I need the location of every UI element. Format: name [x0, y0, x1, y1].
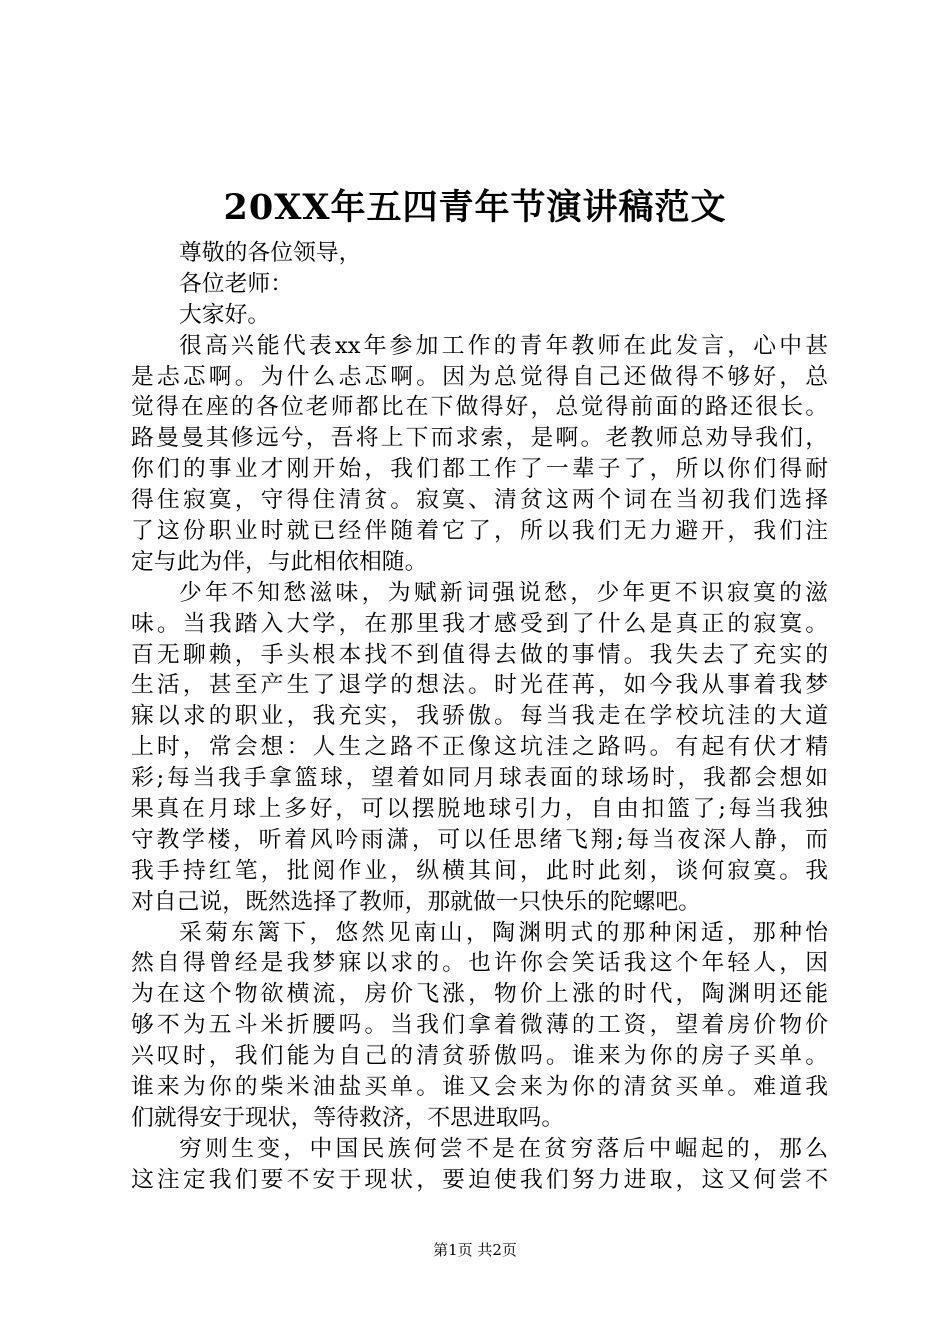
paragraph-line: 了这份职业时就已经伴随着它了，所以我们无力避开，我们注 — [131, 518, 828, 545]
paragraph-line: 少年不知愁滋味，为赋新词强说愁，少年更不识寂寞的滋 — [179, 579, 828, 606]
paragraph-line: 然自得曾经是我梦寐以求的。也许你会笑话我这个年轻人，因 — [131, 950, 828, 977]
paragraph-line: 生活，甚至产生了退学的想法。时光荏苒，如今我从事着我梦 — [131, 672, 828, 699]
paragraph-line: 为在这个物欲横流，房价飞涨，物价上涨的时代，陶渊明还能 — [131, 981, 828, 1008]
paragraph-line: 你们的事业才刚开始，我们都工作了一辈子了，所以你们得耐 — [131, 456, 828, 483]
paragraph-line: 觉得在座的各位老师都比在下做得好，总觉得前面的路还很长。 — [131, 394, 828, 421]
paragraph-line: 路曼曼其修远兮，吾将上下而求索，是啊。老教师总劝导我们， — [131, 425, 828, 452]
paragraph-line: 是忐忑啊。为什么忐忑啊。因为总觉得自己还做得不够好，总 — [131, 363, 828, 390]
greeting-line: 各位老师： — [179, 270, 293, 297]
paragraph-line: 采菊东篱下，悠然见南山，陶渊明式的那种闲适，那种怡 — [179, 919, 828, 946]
paragraph-line: 够不为五斗米折腰吗。当我们拿着微薄的工资，望着房价物价 — [131, 1012, 828, 1039]
paragraph-line: 上时，常会想：人生之路不正像这坑洼之路吗。有起有伏才精 — [131, 734, 828, 761]
paragraph-line: 味。当我踏入大学，在那里我才感受到了什么是真正的寂寞。 — [131, 610, 828, 637]
paragraph-line: 对自己说，既然选择了教师，那就做一只快乐的陀螺吧。 — [131, 888, 701, 915]
paragraph-line: 谁来为你的柴米油盐买单。谁又会来为你的清贫买单。难道我 — [131, 1074, 828, 1101]
greeting-line: 大家好。 — [179, 301, 271, 328]
paragraph-line: 果真在月球上多好，可以摆脱地球引力，自由扣篮了;每当我独 — [131, 796, 828, 823]
document-title: 20XX年五四青年节演讲稿范文 — [223, 187, 727, 228]
paragraph-line: 很高兴能代表xx年参加工作的青年教师在此发言，心中甚 — [179, 332, 828, 359]
paragraph-line: 彩;每当我手拿篮球，望着如同月球表面的球场时，我都会想如 — [131, 765, 828, 792]
paragraph-line: 穷则生变，中国民族何尝不是在贫穷落后中崛起的，那么 — [179, 1135, 828, 1162]
paragraph-line: 我手持红笔，批阅作业，纵横其间，此时此刻，谈何寂寞。我 — [131, 857, 828, 884]
paragraph-line: 百无聊赖，手头根本找不到值得去做的事情。我失去了充实的 — [131, 641, 828, 668]
paragraph-line: 定与此为伴，与此相依相随。 — [131, 548, 428, 575]
paragraph-line: 们就得安于现状，等待救济，不思进取吗。 — [131, 1104, 565, 1131]
paragraph-line: 守教学楼，听着风吟雨潇，可以任思绪飞翔;每当夜深人静，而 — [131, 826, 828, 853]
page-footer: 第1页 共2页 — [433, 1241, 517, 1259]
paragraph-line: 这注定我们要不安于现状，要迫使我们努力进取，这又何尝不 — [131, 1166, 828, 1193]
greeting-line: 尊敬的各位领导， — [179, 240, 362, 266]
paragraph-line: 兴叹时，我们能为自己的清贫骄傲吗。谁来为你的房子买单。 — [131, 1043, 828, 1070]
paragraph-line: 寐以求的职业，我充实，我骄傲。每当我走在学校坑洼的大道 — [131, 703, 828, 730]
document-body — [131, 238, 828, 1196]
paragraph-line: 得住寂寞，守得住清贫。寂寞、清贫这两个词在当初我们选择 — [131, 487, 828, 514]
